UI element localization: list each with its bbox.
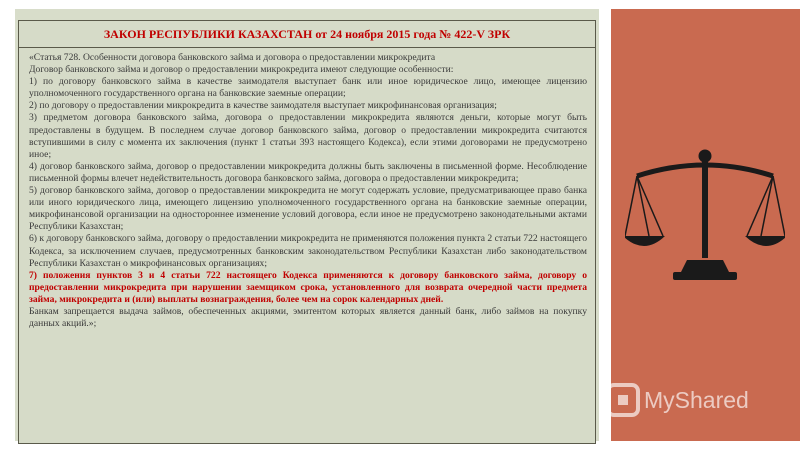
myshared-logo [606,383,749,417]
paragraph-item-5: 5) договор банковского займа, договор о предоставлении микрокредита не могут содержать условие, предусматривающее право банка или иного юридического лица, имеющего лицензию уполномоченного государственного органа на банковские заемные операции, микрофинансовой организации на одностороннее изменение условий договора, если иное не предусмотрено законодательными актами Республики Казахстан; [29,185,587,233]
logo-text: MyShared [644,386,749,413]
law-body [19,48,595,334]
paragraph-heading: «Статья 728. Особенности договора банковского займа и договора о предоставлении микрокредита [29,52,436,63]
paragraph-item-7-highlighted: 7) положения пунктов 3 и 4 статьи 722 настоящего Кодекса применяются к договору банковского займа, договору о предоставлении микрокредита при нарушении заемщиком срока, установленного для возврата очередной части предмета займа, микрокредита и (или) выплаты вознаграждения, более чем на сорок календарных дней. [29,269,587,305]
law-text-box [18,20,596,444]
paragraph-intro: Договор банковского займа и договор о предоставлении микрокредита имеют следующие особенности: [29,64,454,76]
scales-of-justice-icon [625,148,785,283]
myshared-logo-icon [606,383,640,417]
paragraph-item-3: 3) предметом договора банковского займа, договора о предоставлении микрокредита являются деньги, которые могут быть предоставлены в будущем. В последнем случае договор банковского займа, договор о предоставлении микрокредита считаются вступившими в силу с момента их заключения (пункт 1 статьи 393 настоящего Кодекса), если этими договорами не предусмотрено иное; [29,112,587,160]
paragraph-item-6: 6) к договору банковского займа, договору о предоставлении микрокредита не применяются положения пункта 2 статьи 722 настоящего Кодекса, за исключением случаев, предусмотренных банковским законодательством Республики Казахстан либо законодательством Республики Казахстан о микрофинансовых организациях; [29,233,587,269]
paragraph-item-2: 2) по договору о предоставлении микрокредита в качестве заимодателя выступает микрофинансовая организация; [29,100,497,112]
law-title: ЗАКОН РЕСПУБЛИКИ КАЗАХСТАН от 24 ноября 2015 года № 422-V ЗРК [19,21,595,48]
paragraph-item-4: 4) договор банковского займа, договор о предоставлении микрокредита должны быть заключены в письменной форме. Несоблюдение письменной формы влечет недействительность договора банковского займа, договора о предоставлении микрокредита; [29,160,587,184]
paragraph-item-1: 1) по договору банковского займа в качестве заимодателя выступает банк или иное юридическое лицо, имеющее лицензию уполномоченного государственного органа на банковские заемные операции; [29,76,587,100]
paragraph-closing: Банкам запрещается выдача займов, обеспеченных акциями, эмитентом которых является данный банк, либо займов на покупку данных акций.»; [29,305,587,330]
